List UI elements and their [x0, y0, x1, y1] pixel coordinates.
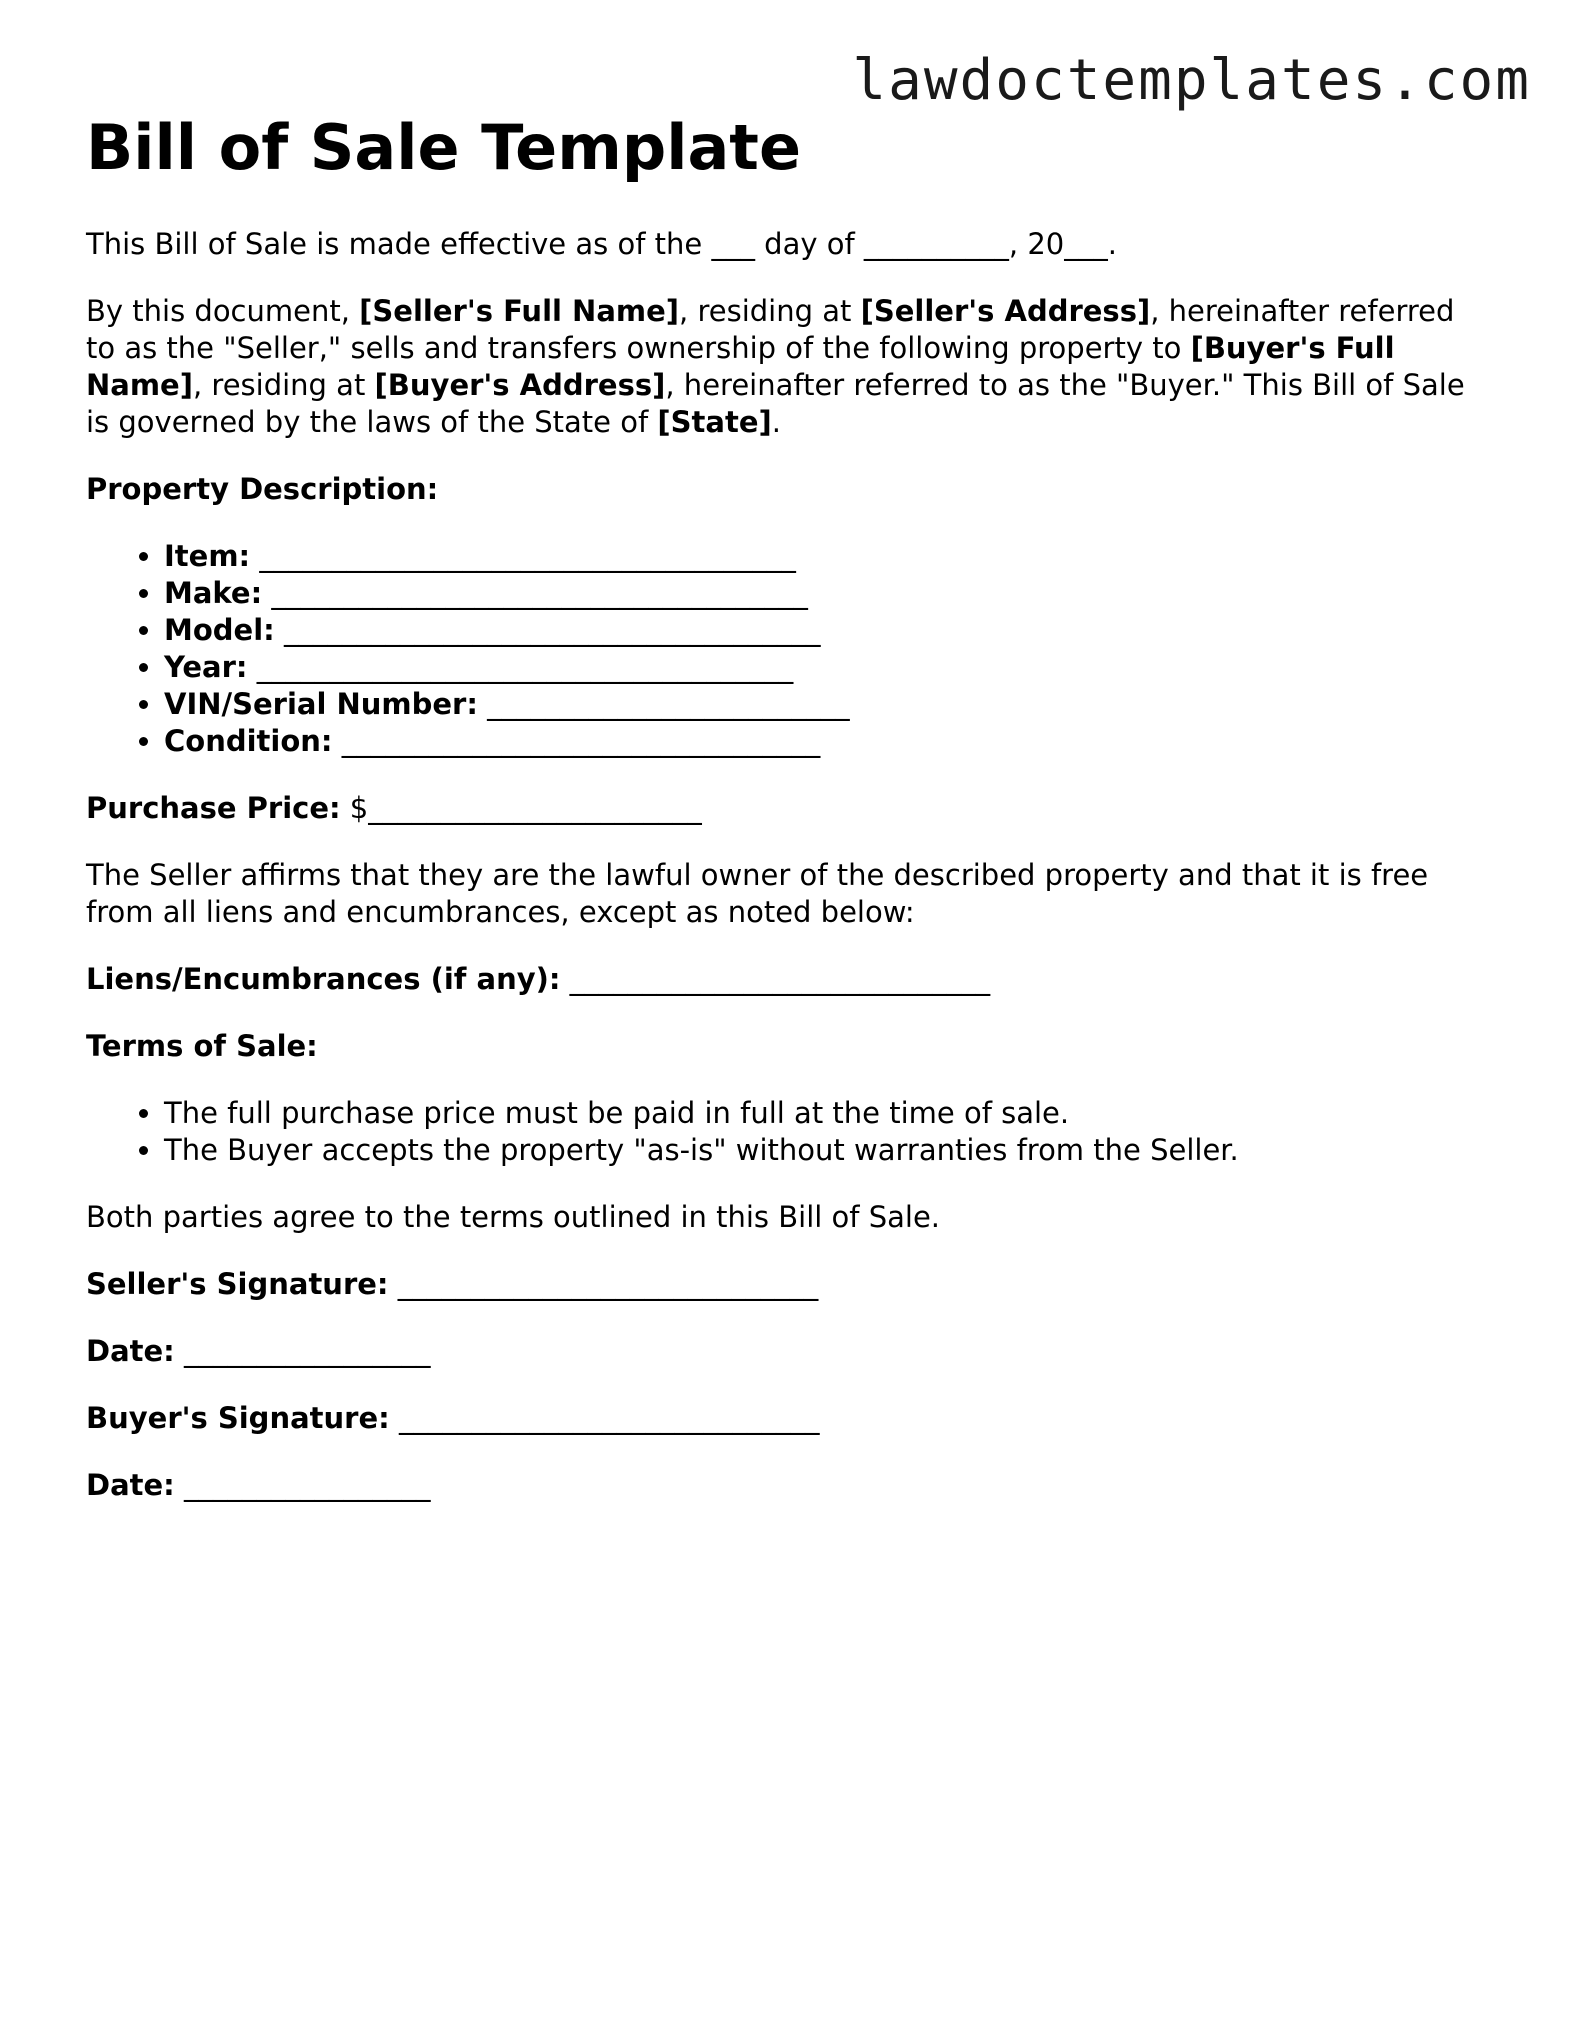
seller-date-line: [86, 1333, 1486, 1370]
buyer-signature-label: Buyer's Signature:: [86, 1401, 390, 1435]
parties-text-1: By this document,: [86, 294, 360, 328]
property-heading: Property Description:: [86, 472, 439, 506]
buyer-date-line: [86, 1467, 1486, 1504]
year-blank[interactable]: _____________________________________: [247, 650, 794, 684]
parties-text-4: , residing at: [192, 368, 375, 402]
purchase-price-line: [86, 790, 1486, 827]
affirmation-paragraph: The Seller affirms that they are the lawful owner of the described property and that it is free from all liens and encumbrances, except as noted below:: [86, 858, 1429, 929]
parties-text-5: , hereinafter referred to as the "Buyer." This Bill of Sale is governed by the laws of the State of: [86, 368, 1465, 439]
buyer-signature-line: [86, 1400, 1486, 1437]
seller-signature-label: Seller's Signature:: [86, 1267, 389, 1301]
property-item-vin: • VIN/Serial Number: _________________________: [164, 686, 1486, 723]
condition-blank[interactable]: _________________________________: [332, 724, 821, 758]
purchase-price-blank[interactable]: $_______________________: [340, 791, 702, 825]
buyer-name-placeholder: [Buyer's Full Name]: [86, 331, 1395, 402]
property-item-item: • Item: _____________________________________: [164, 538, 1486, 575]
property-item-year: • Year: _____________________________________: [164, 649, 1486, 686]
purchase-price-label: Purchase Price:: [86, 791, 341, 825]
buyer-date-blank[interactable]: _________________: [174, 1468, 431, 1502]
property-item-make: • Make: _____________________________________: [164, 575, 1486, 612]
parties-paragraph: [86, 293, 1486, 441]
buyer-signature-blank[interactable]: _____________________________: [389, 1401, 820, 1435]
state-placeholder: [State]: [657, 405, 772, 439]
make-blank[interactable]: _____________________________________: [262, 576, 808, 610]
liens-line: [86, 961, 1486, 998]
parties-text-6: .: [771, 405, 781, 439]
terms-item: • The full purchase price must be paid in full at the time of sale.: [164, 1095, 1486, 1132]
vin-blank[interactable]: _________________________: [477, 687, 850, 721]
effective-date-line: This Bill of Sale is made effective as of the ___ day of __________, 20___.: [86, 227, 1117, 261]
property-item-model: • Model: _____________________________________: [164, 612, 1486, 649]
item-blank[interactable]: _____________________________________: [250, 539, 796, 573]
seller-name-placeholder: [Seller's Full Name]: [359, 294, 680, 328]
seller-signature-line: [86, 1266, 1486, 1303]
seller-address-placeholder: [Seller's Address]: [860, 294, 1151, 328]
parties-text-3: , hereinafter referred to as the "Seller," sells and transfers ownership of the following property to: [86, 294, 1455, 365]
site-watermark: lawdoctemplates.com: [852, 48, 1531, 113]
seller-signature-blank[interactable]: _____________________________: [388, 1267, 819, 1301]
liens-label: Liens/Encumbrances (if any):: [86, 962, 561, 996]
buyer-date-label: Date:: [86, 1468, 175, 1502]
terms-item: • The Buyer accepts the property "as-is" without warranties from the Seller.: [164, 1132, 1486, 1169]
terms-list: [86, 1095, 1486, 1169]
terms-heading: Terms of Sale:: [86, 1029, 318, 1063]
document-title: Bill of Sale Template: [86, 111, 801, 184]
model-blank[interactable]: _____________________________________: [274, 613, 821, 647]
seller-date-blank[interactable]: _________________: [174, 1334, 431, 1368]
document-page: [86, 108, 1486, 1504]
agreement-paragraph: Both parties agree to the terms outlined in this Bill of Sale.: [86, 1200, 941, 1234]
property-item-condition: • Condition: _________________________________: [164, 723, 1486, 760]
property-list: [86, 538, 1486, 760]
buyer-address-placeholder: [Buyer's Address]: [374, 368, 666, 402]
liens-blank[interactable]: _____________________________: [560, 962, 991, 996]
seller-date-label: Date:: [86, 1334, 175, 1368]
parties-text-2: , residing at: [679, 294, 861, 328]
